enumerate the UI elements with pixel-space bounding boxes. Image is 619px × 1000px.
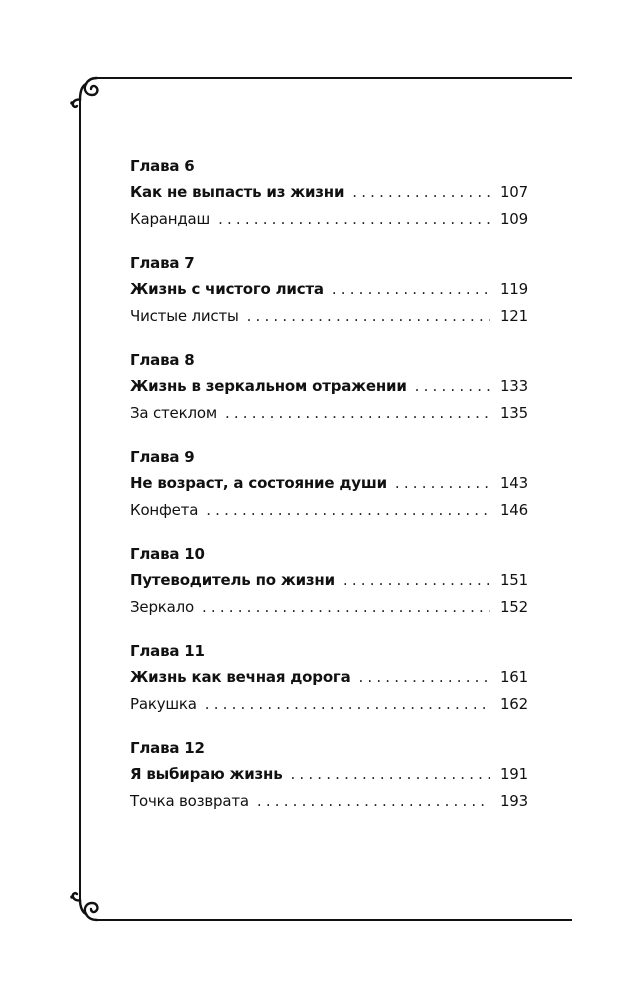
dot-leader	[395, 473, 490, 493]
toc-entry[interactable]	[130, 667, 528, 689]
dot-leader	[343, 570, 490, 590]
page-number: 162	[499, 695, 528, 713]
page-number: 151	[499, 571, 528, 589]
dot-leader	[257, 791, 490, 811]
entry-title: Жизнь с чистого листа	[130, 280, 324, 298]
toc-entry[interactable]	[130, 764, 528, 786]
toc-entry[interactable]	[130, 473, 528, 495]
dot-leader	[225, 403, 490, 423]
top-curl-ornament	[70, 78, 97, 107]
entry-title: Жизнь как вечная дорога	[130, 668, 351, 686]
toc-entry[interactable]	[130, 791, 528, 813]
entry-title: Не возраст, а состояние души	[130, 474, 387, 492]
toc-entry[interactable]	[130, 500, 528, 522]
page-number: 146	[499, 501, 528, 519]
dot-leader	[290, 764, 489, 784]
page-number: 143	[499, 474, 528, 492]
dot-leader	[352, 182, 490, 202]
entry-title: За стеклом	[130, 404, 217, 422]
entry-title: Карандаш	[130, 210, 211, 228]
toc-entry[interactable]	[130, 570, 528, 592]
chapter-label: Глава 11	[130, 642, 205, 660]
entry-title: Точка возврата	[130, 792, 249, 810]
toc-entry[interactable]	[130, 182, 528, 204]
entry-title: Как не выпасть из жизни	[130, 183, 345, 201]
toc-entry[interactable]	[130, 403, 528, 425]
chapter-label: Глава 12	[130, 739, 205, 757]
toc-entry[interactable]	[130, 306, 528, 328]
entry-title: Зеркало	[130, 598, 194, 616]
entry-title: Жизнь в зеркальном отражении	[130, 377, 407, 395]
bottom-curl-ornament	[70, 893, 97, 920]
dot-leader	[218, 209, 490, 229]
page-number: 119	[499, 280, 528, 298]
toc-entry[interactable]	[130, 279, 528, 301]
page-number: 135	[499, 404, 528, 422]
chapter-label: Глава 7	[130, 254, 195, 272]
dot-leader	[359, 667, 490, 687]
chapter-label: Глава 10	[130, 545, 205, 563]
dot-leader	[202, 597, 490, 617]
page-number: 161	[499, 668, 528, 686]
entry-title: Чистые листы	[130, 307, 239, 325]
toc-entry[interactable]	[130, 376, 528, 398]
dot-leader	[332, 279, 490, 299]
entry-title: Я выбираю жизнь	[130, 765, 283, 783]
toc-entry[interactable]	[130, 694, 528, 716]
entry-title: Путеводитель по жизни	[130, 571, 335, 589]
chapter-label: Глава 8	[130, 351, 195, 369]
dot-leader	[415, 376, 490, 396]
toc-entry[interactable]	[130, 209, 528, 231]
dot-leader	[205, 694, 490, 714]
page-number: 193	[499, 792, 528, 810]
page-number: 109	[499, 210, 528, 228]
chapter-label: Глава 6	[130, 157, 195, 175]
dot-leader	[247, 306, 490, 326]
chapter-label: Глава 9	[130, 448, 195, 466]
entry-title: Конфета	[130, 501, 199, 519]
page-number: 121	[499, 307, 528, 325]
toc-entry[interactable]	[130, 597, 528, 619]
page-number: 191	[499, 765, 528, 783]
page-number: 133	[499, 377, 528, 395]
page-number: 107	[499, 183, 528, 201]
dot-leader	[206, 500, 490, 520]
entry-title: Ракушка	[130, 695, 197, 713]
page-number: 152	[499, 598, 528, 616]
